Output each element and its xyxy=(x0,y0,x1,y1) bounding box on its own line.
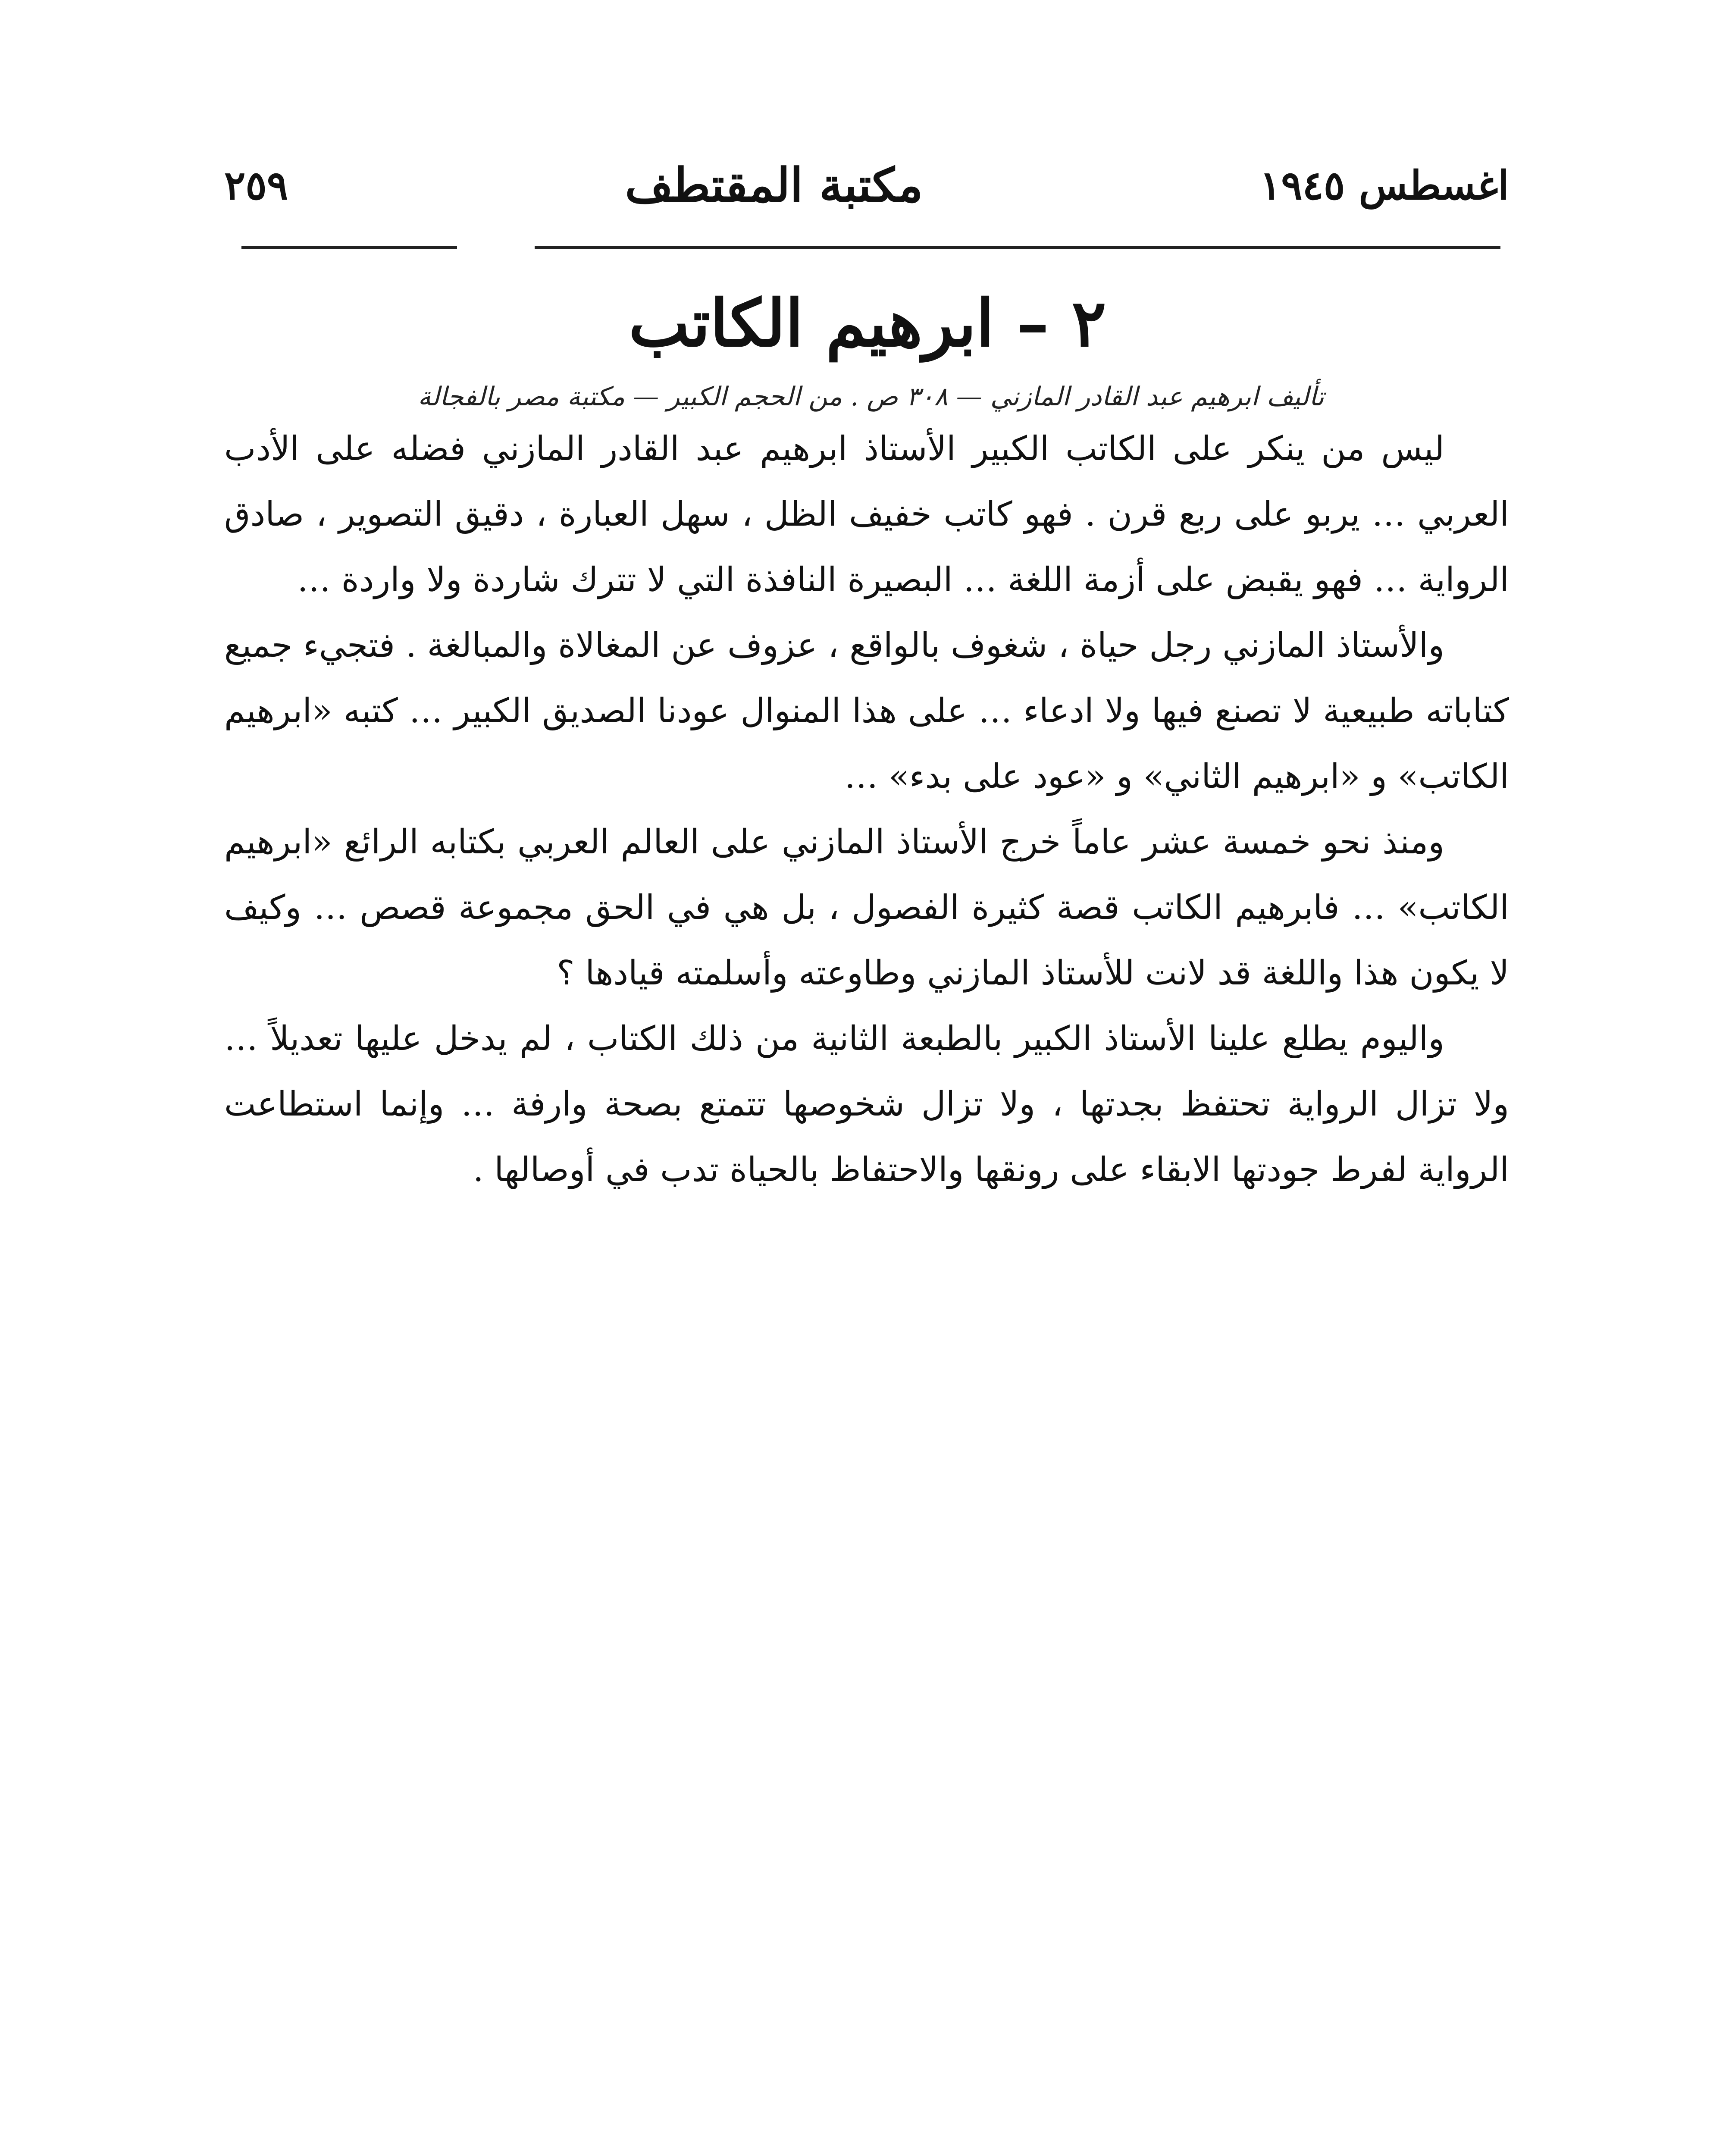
header-rule-gap xyxy=(457,246,535,249)
paragraph: ومنذ نحو خمسة عشر عاماً خرج الأستاذ المازني على العالم العربي بكتابه الرائع «ابرهيم الكاتب» … فابرهيم الكاتب قصة كثيرة الفصول ، بل هي في الحق مجموعة قصص … وكيف لا يكون هذا واللغة قد لانت للأستاذ المازني وطاوعته وأسلمته قيادها ؟ xyxy=(224,823,1509,993)
bibliographic-line: تأليف ابرهيم عبد القادر المازني — ٣٠٨ ص . من الحجم الكبير — مكتبة مصر بالفجالة xyxy=(418,382,1324,412)
paragraph: واليوم يطلع علينا الأستاذ الكبير بالطبعة الثانية من ذلك الكتاب ، لم يدخل عليها تعديلاً … ولا تزال الرواية تحتفظ بجدتها ، ولا تزال شخوصها تتمتع بصحة وارفة … وإنما استطاعت الرواية لفرط جودتها الابقاء على رونقها والاحتفاظ بالحياة تدب في أوصالها . xyxy=(224,1019,1509,1189)
header-journal-name: مكتبة المقتطف xyxy=(625,158,923,213)
paragraph: ليس من ينكر على الكاتب الكبير الأستاذ ابرهيم عبد القادر المازني فضله على الأدب العربي … يربو على ربع قرن . فهو كاتب خفيف الظل ، سهل العبارة ، دقيق التصوير ، صادق الرواية … فهو يقبض على أزمة اللغة … البصيرة النافذة التي لا تترك شاردة ولا واردة … xyxy=(224,429,1509,599)
paragraph: والأستاذ المازني رجل حياة ، شغوف بالواقع ، عزوف عن المغالاة والمبالغة . فتجيء جميع كتاباته طبيعية لا تصنع فيها ولا ادعاء … على هذا المنوال عودنا الصديق الكبير … كتبه «ابرهيم الكاتب» و «ابرهيم الثاني» و «عود على بدء» … xyxy=(224,626,1509,796)
article-title: ٢ – ابرهيم الكاتب xyxy=(629,285,1106,361)
header-page-number: ٢٥٩ xyxy=(224,162,288,209)
header-date: اغسطس ١٩٤٥ xyxy=(1259,162,1509,209)
running-header xyxy=(224,155,1509,216)
header-rule xyxy=(241,246,1500,249)
article-body xyxy=(224,416,1509,2132)
